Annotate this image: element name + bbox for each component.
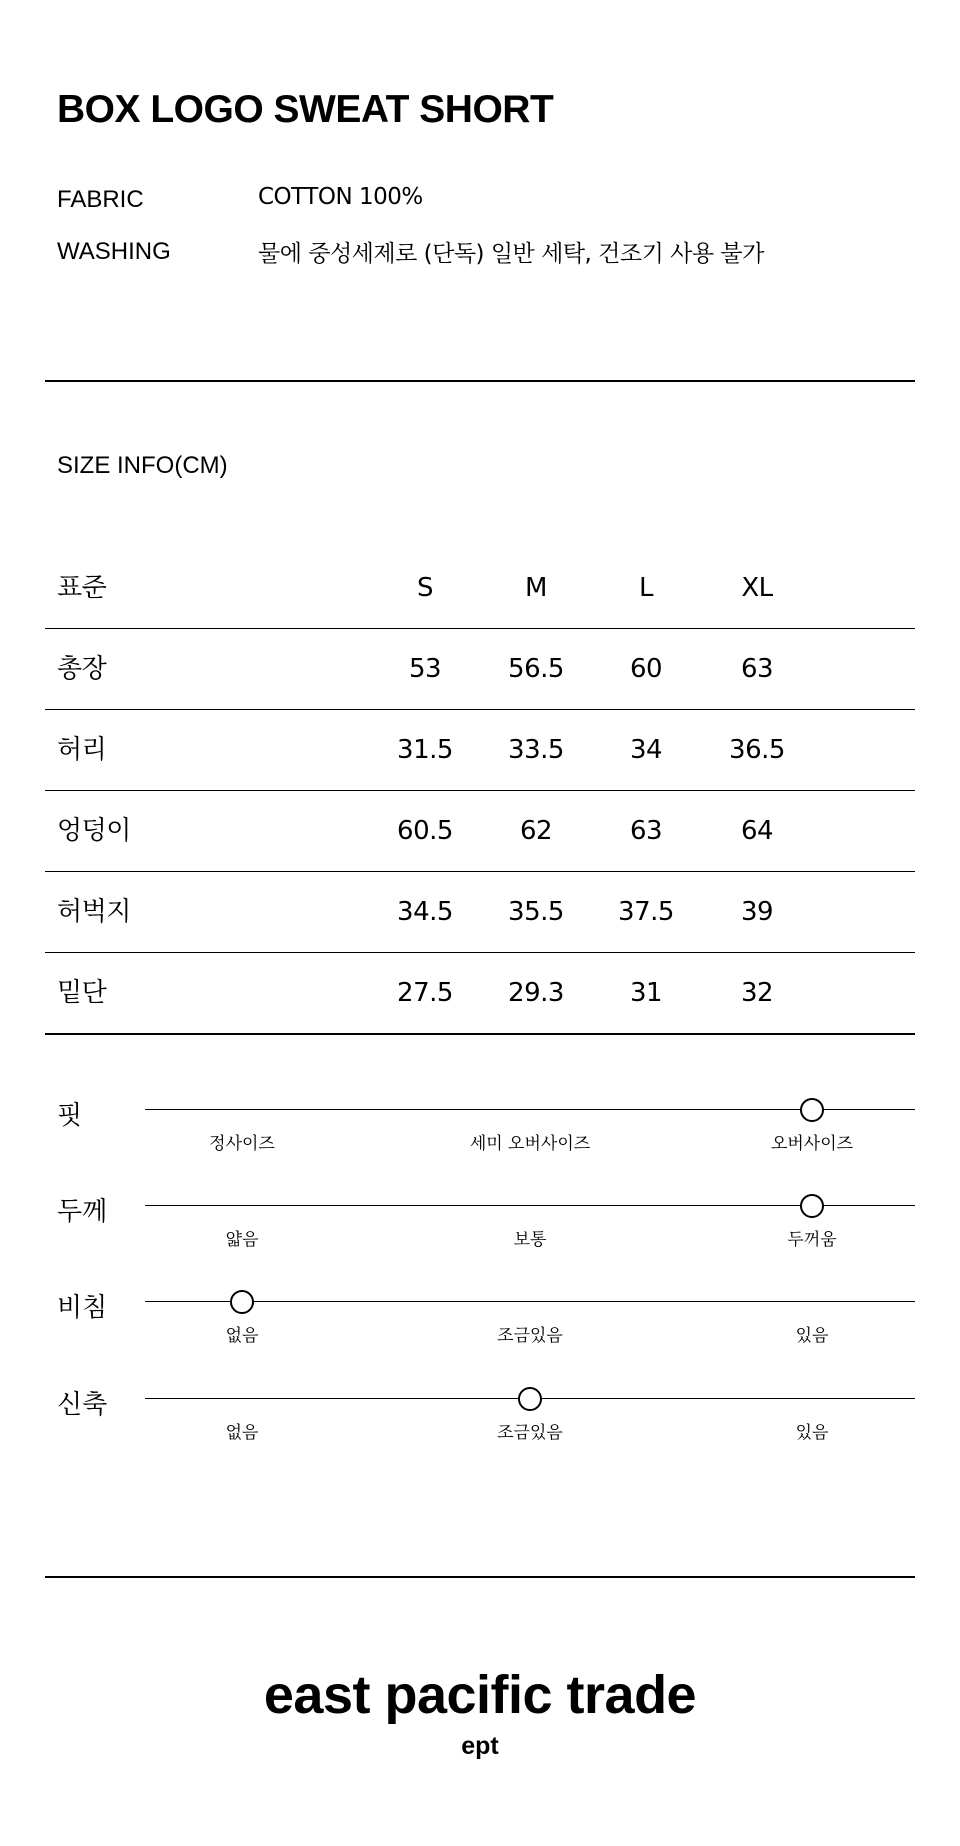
cell-value: 53 [408,654,442,684]
cell-value: 31.5 [397,735,453,765]
size-header-m: M [525,573,547,603]
cell-value: 34.5 [397,897,453,927]
fabric-value: COTTON 100% [258,184,423,210]
scale-option: 있음 [795,1326,829,1346]
cell-value: 37.5 [618,897,674,927]
cell-value: 32 [740,978,774,1008]
brand-logo-text: east pacific trade [263,1665,697,1725]
table-row [45,953,915,1035]
size-header-xl: XL [741,573,773,603]
scale-option: 보통 [513,1230,547,1250]
cell-value: 31 [629,978,663,1008]
scale-label: 두께 [57,1197,108,1227]
fabric-label: FABRIC [57,186,144,213]
row-label: 밑단 [57,978,107,1008]
size-table-header [45,548,915,629]
footer-divider [45,1576,915,1578]
scale-option: 얇음 [225,1230,259,1250]
scale-option: 없음 [225,1326,259,1346]
cell-value: 62 [519,816,553,846]
scale-option: 조금있음 [497,1423,563,1443]
row-label: 허벅지 [57,897,131,927]
row-label: 허리 [57,735,107,765]
cell-value: 56.5 [508,654,564,684]
scale-option: 조금있음 [497,1326,563,1346]
scale-option: 두꺼움 [787,1230,837,1250]
scale-track [145,1301,915,1302]
scale-marker [800,1098,824,1122]
washing-value: 물에 중성세제로 (단독) 일반 세탁, 건조기 사용 불가 [258,241,764,267]
size-header-l: L [639,573,653,603]
scale-option: 있음 [795,1423,829,1443]
size-table [45,548,915,1035]
cell-value: 33.5 [508,735,564,765]
product-title: BOX LOGO SWEAT SHORT [57,88,554,131]
table-row [45,710,915,791]
scale-marker [800,1194,824,1218]
cell-value: 34 [629,735,663,765]
scale-marker [230,1290,254,1314]
row-label: 총장 [57,654,107,684]
section-divider [45,380,915,382]
thickness-scale [0,1197,960,1295]
table-row [45,629,915,710]
scale-label: 핏 [57,1101,83,1131]
fit-scale [0,1101,960,1199]
stretch-scale [0,1390,960,1488]
cell-value: 60 [629,654,663,684]
cell-value: 36.5 [729,735,785,765]
row-label: 엉덩이 [57,816,131,846]
header-label: 표준 [57,573,107,603]
scale-marker [518,1387,542,1411]
cell-value: 60.5 [397,816,453,846]
size-header-s: S [416,573,433,603]
cell-value: 29.3 [508,978,564,1008]
brand-short-text: ept [461,1732,499,1760]
table-row [45,872,915,953]
cell-value: 27.5 [397,978,453,1008]
scale-option: 오버사이즈 [770,1134,854,1154]
scale-label: 신축 [57,1390,108,1420]
sheerness-scale [0,1293,960,1391]
table-row [45,791,915,872]
cell-value: 63 [629,816,663,846]
scale-option: 정사이즈 [209,1134,275,1154]
scale-label: 비침 [57,1293,108,1323]
scale-option: 세미 오버사이즈 [469,1134,591,1154]
washing-label: WASHING [57,238,171,265]
cell-value: 35.5 [508,897,564,927]
cell-value: 64 [740,816,774,846]
cell-value: 39 [740,897,774,927]
size-info-title: SIZE INFO(CM) [57,452,228,479]
cell-value: 63 [740,654,774,684]
scale-option: 없음 [225,1423,259,1443]
